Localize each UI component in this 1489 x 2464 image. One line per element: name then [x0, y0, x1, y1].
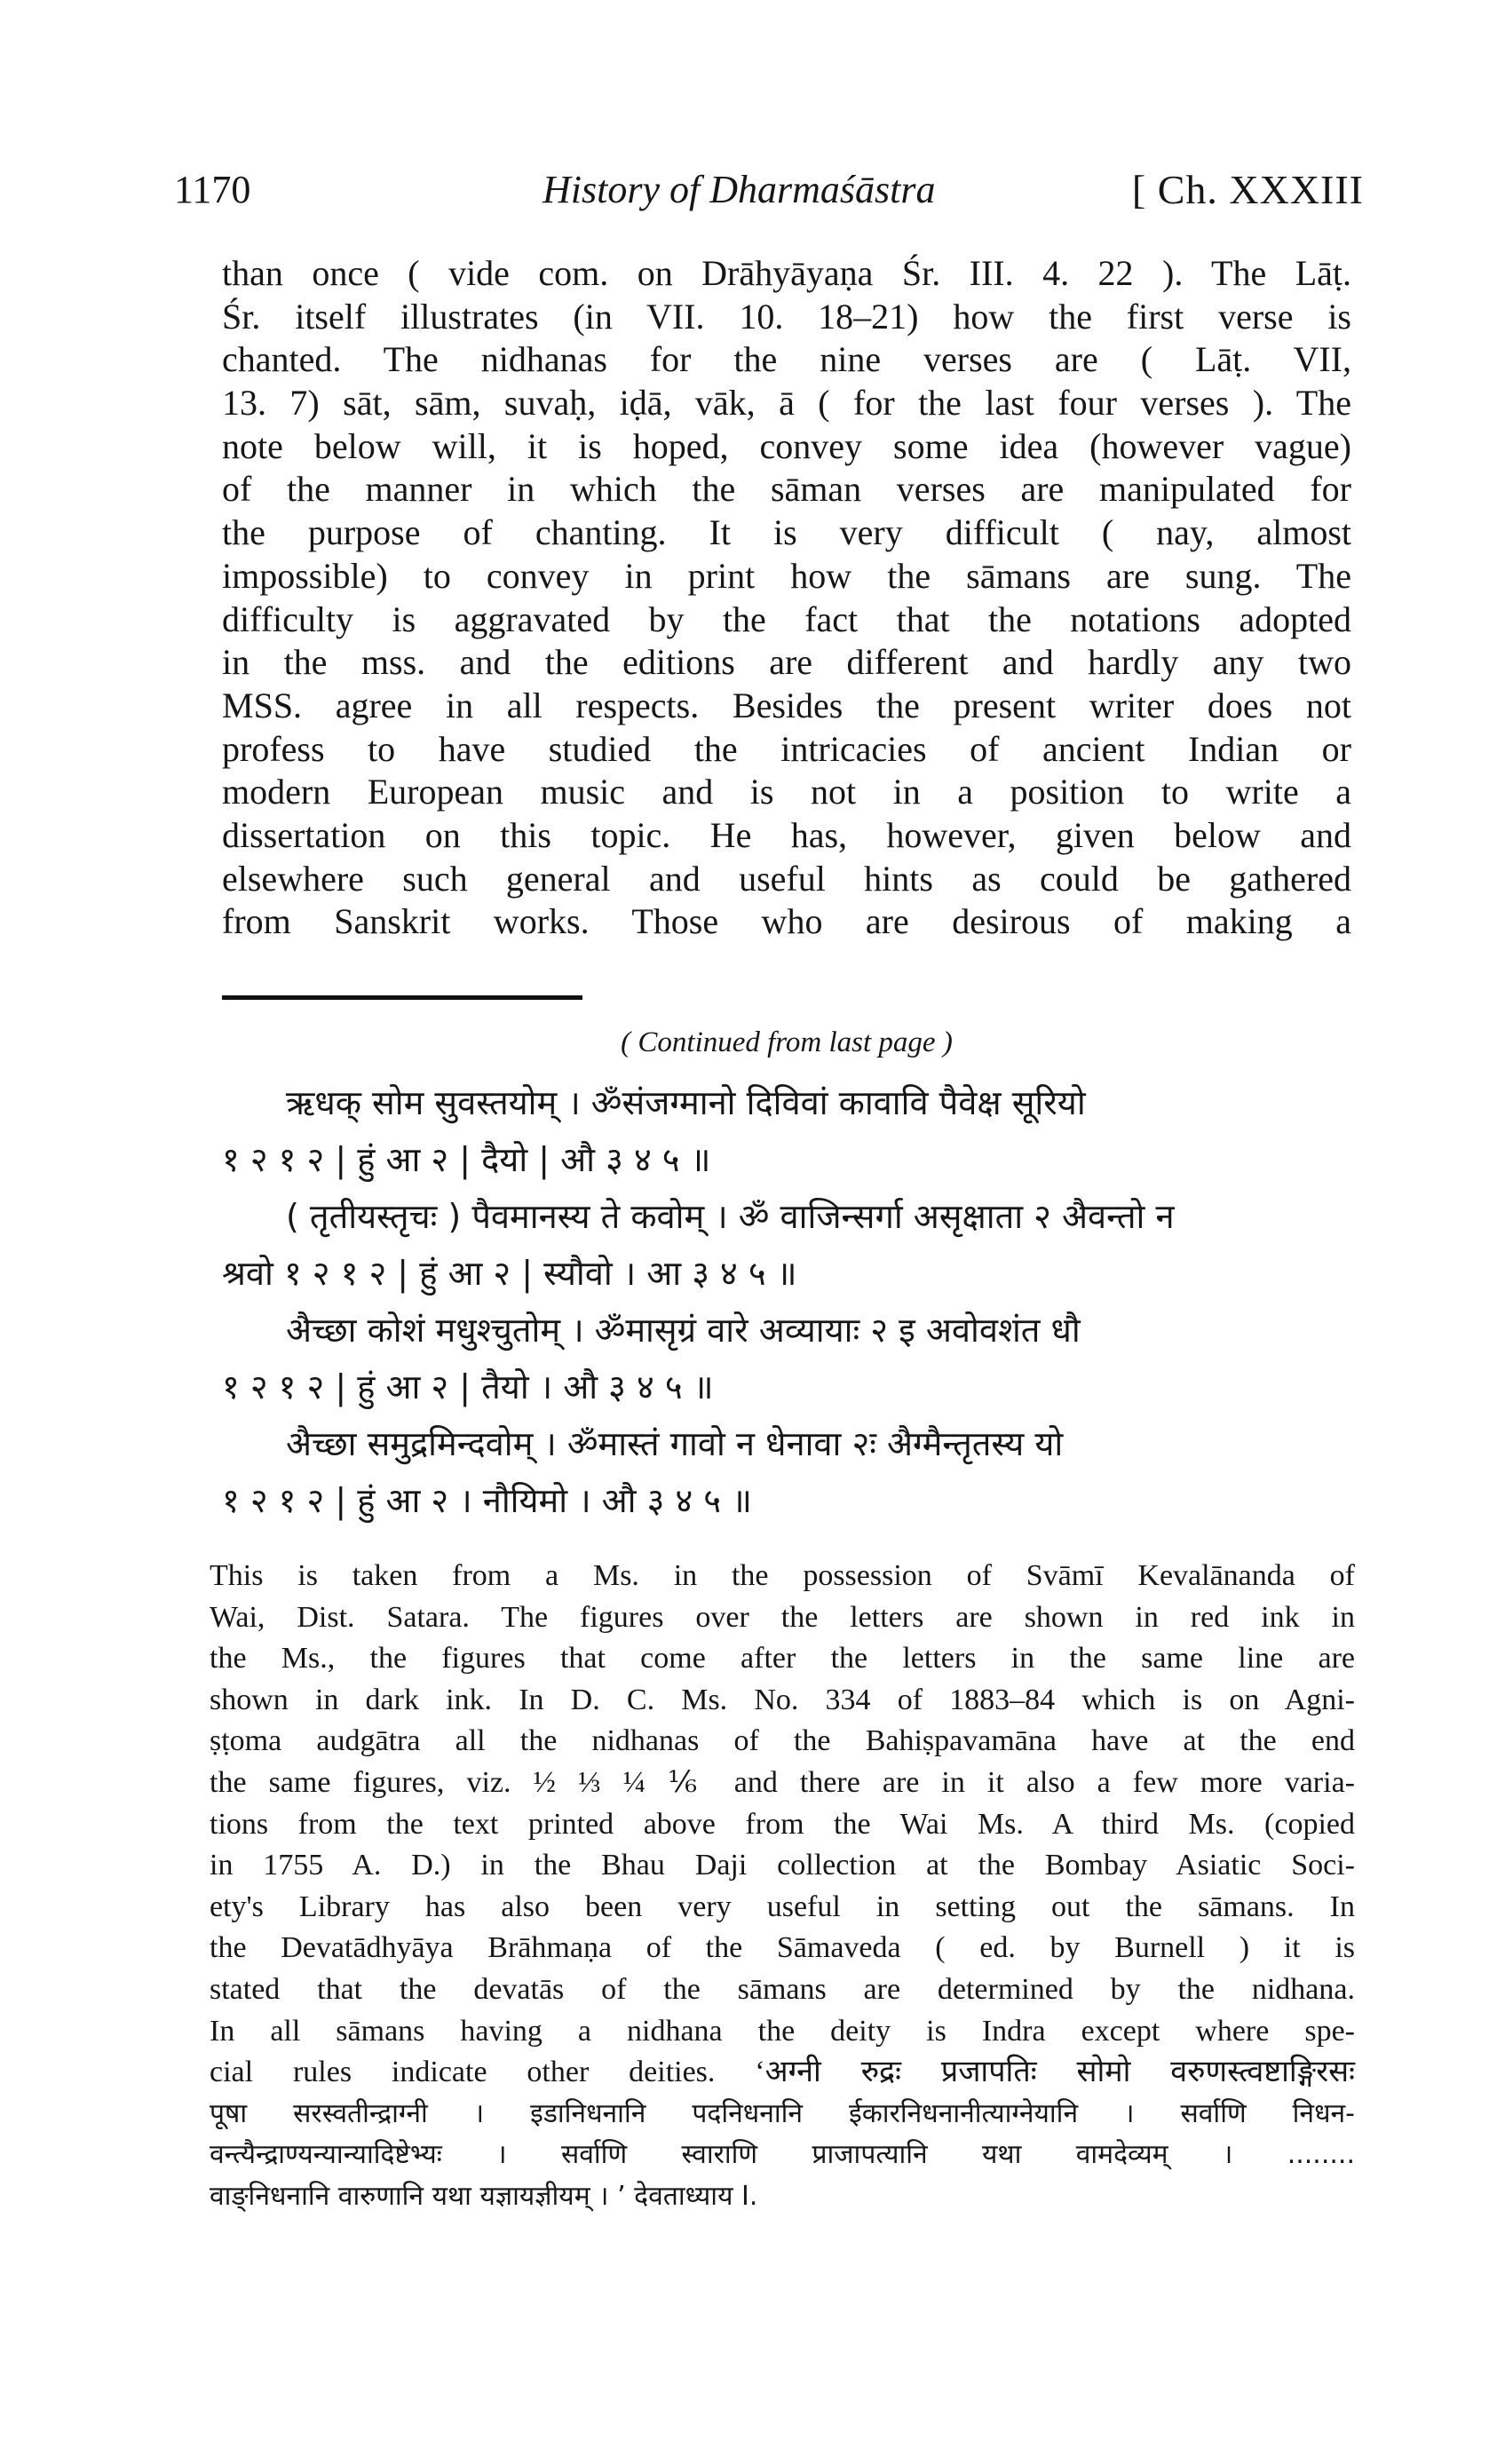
footnote-line: In all sāmans having a nidhana the deity is Indra except where spe-: [210, 2014, 1355, 2048]
devanagari-line: १ २ १ २ | हुं आ २ । नौयिमो । औ ३ ४ ५ ॥: [222, 1481, 752, 1520]
footnote-line: the Ms., the figures that come after the letters in the same line are: [210, 1642, 1355, 1676]
footnote-line: वन्त्यैन्द्राण्यन्यान्यादिष्टेभ्यः । सर्वाणि स्वाराणि प्राजापत्यानि यथा वामदेव्यम् । ........: [210, 2139, 1355, 2171]
saman-notation-block: [222, 1074, 1351, 1529]
text-line: than once ( vide com. on Drāhyāyaṇa Śr. III. 4. 22 ). The Lāṭ.: [222, 253, 1351, 293]
main-text: [222, 252, 1351, 944]
footnote-line: cial rules indicate other deities. ‘अग्नी रुद्रः प्रजापतिः सोमो वरुणस्त्वष्टाङ्गिरसः: [210, 2056, 1355, 2089]
devanagari-line: ऋधक् सोम सुवस्तयोम् । ॐसंजग्मानो दिविवां कावावि पैवेक्ष सूरियो: [286, 1083, 1086, 1122]
footnote-line: ṣṭoma audgātra all the nidhanas of the Bahiṣpavamāna have at the end: [210, 1724, 1355, 1758]
footnote-line: tions from the text printed above from the Wai Ms. A third Ms. (copied: [210, 1807, 1355, 1841]
footnote-line: पूषा सरस्वतीन्द्राग्नी । इडानिधनानि पदनिधनानि ईकारनिधनानीत्याग्नेयानि । सर्वाणि निधन-: [210, 2097, 1355, 2129]
text-line: MSS. agree in all respects. Besides the present writer does not: [222, 685, 1351, 725]
running-title: History of Dharmaśāstra: [543, 168, 936, 211]
text-line: Śr. itself illustrates (in VII. 10. 18–21) how the first verse is: [222, 296, 1351, 337]
text-line: the purpose of chanting. It is very difficult ( nay, almost: [222, 512, 1351, 553]
chapter-label: [ Ch. XXXIII: [1131, 167, 1364, 212]
footnote: [210, 1556, 1355, 2218]
text-line: note below will, it is hoped, convey some idea (however vague): [222, 425, 1351, 466]
text-line: chanted. The nidhanas for the nine verses are ( Lāṭ. VII,: [222, 339, 1351, 380]
footnote-line: the Devatādhyāya Brāhmaṇa of the Sāmaveda ( ed. by Burnell ) it is: [210, 1931, 1355, 1965]
footnote-line: stated that the devatās of the sāmans are determined by the nidhana.: [210, 1972, 1355, 2006]
footnote-line: This is taken from a Ms. in the possession of Svāmī Kevalānanda of: [210, 1559, 1355, 1592]
devanagari-line: १ २ १ २ | हुं आ २ | तैयो । औ ३ ४ ५ ॥: [222, 1367, 714, 1406]
footnote-line: Wai, Dist. Satara. The figures over the letters are shown in red ink in: [210, 1600, 1355, 1634]
continued-note: ( Continued from last page ): [621, 1026, 953, 1058]
text-line: from Sanskrit works. Those who are desirous of making a: [222, 901, 1351, 942]
footnote-line: in 1755 A. D.) in the Bhau Daji collection at the Bombay Asiatic Soci-: [210, 1849, 1355, 1882]
footnote-line: the same figures, viz. ½ ⅓ ¼ ⅙ and there are in it also a few more varia-: [210, 1765, 1355, 1799]
footnote-separator: [222, 995, 582, 1000]
text-line: modern European music and is not in a position to write a: [222, 772, 1351, 812]
page-header: [174, 165, 1364, 218]
text-line: in the mss. and the editions are different and hardly any two: [222, 642, 1351, 683]
footnote-line: ety's Library has also been very useful in setting out the sāmans. In: [210, 1890, 1355, 1923]
text-line: impossible) to convey in print how the sāmans are sung. The: [222, 555, 1351, 596]
devanagari-line: श्रवो १ २ १ २ | हुं आ २ | स्यौवो । आ ३ ४ ५ ॥: [222, 1254, 797, 1293]
page-number: 1170: [174, 168, 251, 211]
devanagari-line: १ २ १ २ | हुं आ २ | दैयो | औ ३ ४ ५ ॥: [222, 1140, 711, 1179]
devanagari-line: ( तृतीयस्तृचः ) पैवमानस्य ते कवोम् । ॐ वाजिन्सर्गा असृक्षाता २ अैवन्तो न: [286, 1197, 1175, 1236]
text-line: difficulty is aggravated by the fact that the notations adopted: [222, 598, 1351, 639]
devanagari-line: अैच्छा कोशं मधुश्चुतोम् । ॐमासृग्रं वारे अव्यायाः २ इ अवोवशंत धौ: [286, 1311, 1081, 1350]
text-line: 13. 7) sāt, sām, suvaḥ, iḍā, vāk, ā ( for the last four verses ). The: [222, 383, 1351, 424]
text-line: dissertation on this topic. He has, however, given below and: [222, 814, 1351, 855]
footnote-line: shown in dark ink. In D. C. Ms. No. 334 of 1883–84 which is on Agni-: [210, 1683, 1355, 1716]
text-line: elsewhere such general and useful hints as could be gathered: [222, 858, 1351, 899]
text-line: profess to have studied the intricacies of ancient Indian or: [222, 728, 1351, 769]
devanagari-line: अैच्छा समुद्रमिन्दवोम् । ॐमास्तं गावो न धेनावा २ः अैग्मैन्तृतस्य यो: [286, 1424, 1064, 1463]
text-line: of the manner in which the sāman verses are manipulated for: [222, 469, 1351, 510]
footnote-line: वाङ्निधनानि वारुणानि यथा यज्ञायज्ञीयम् । ’ देवताध्याय I.: [210, 2180, 758, 2212]
